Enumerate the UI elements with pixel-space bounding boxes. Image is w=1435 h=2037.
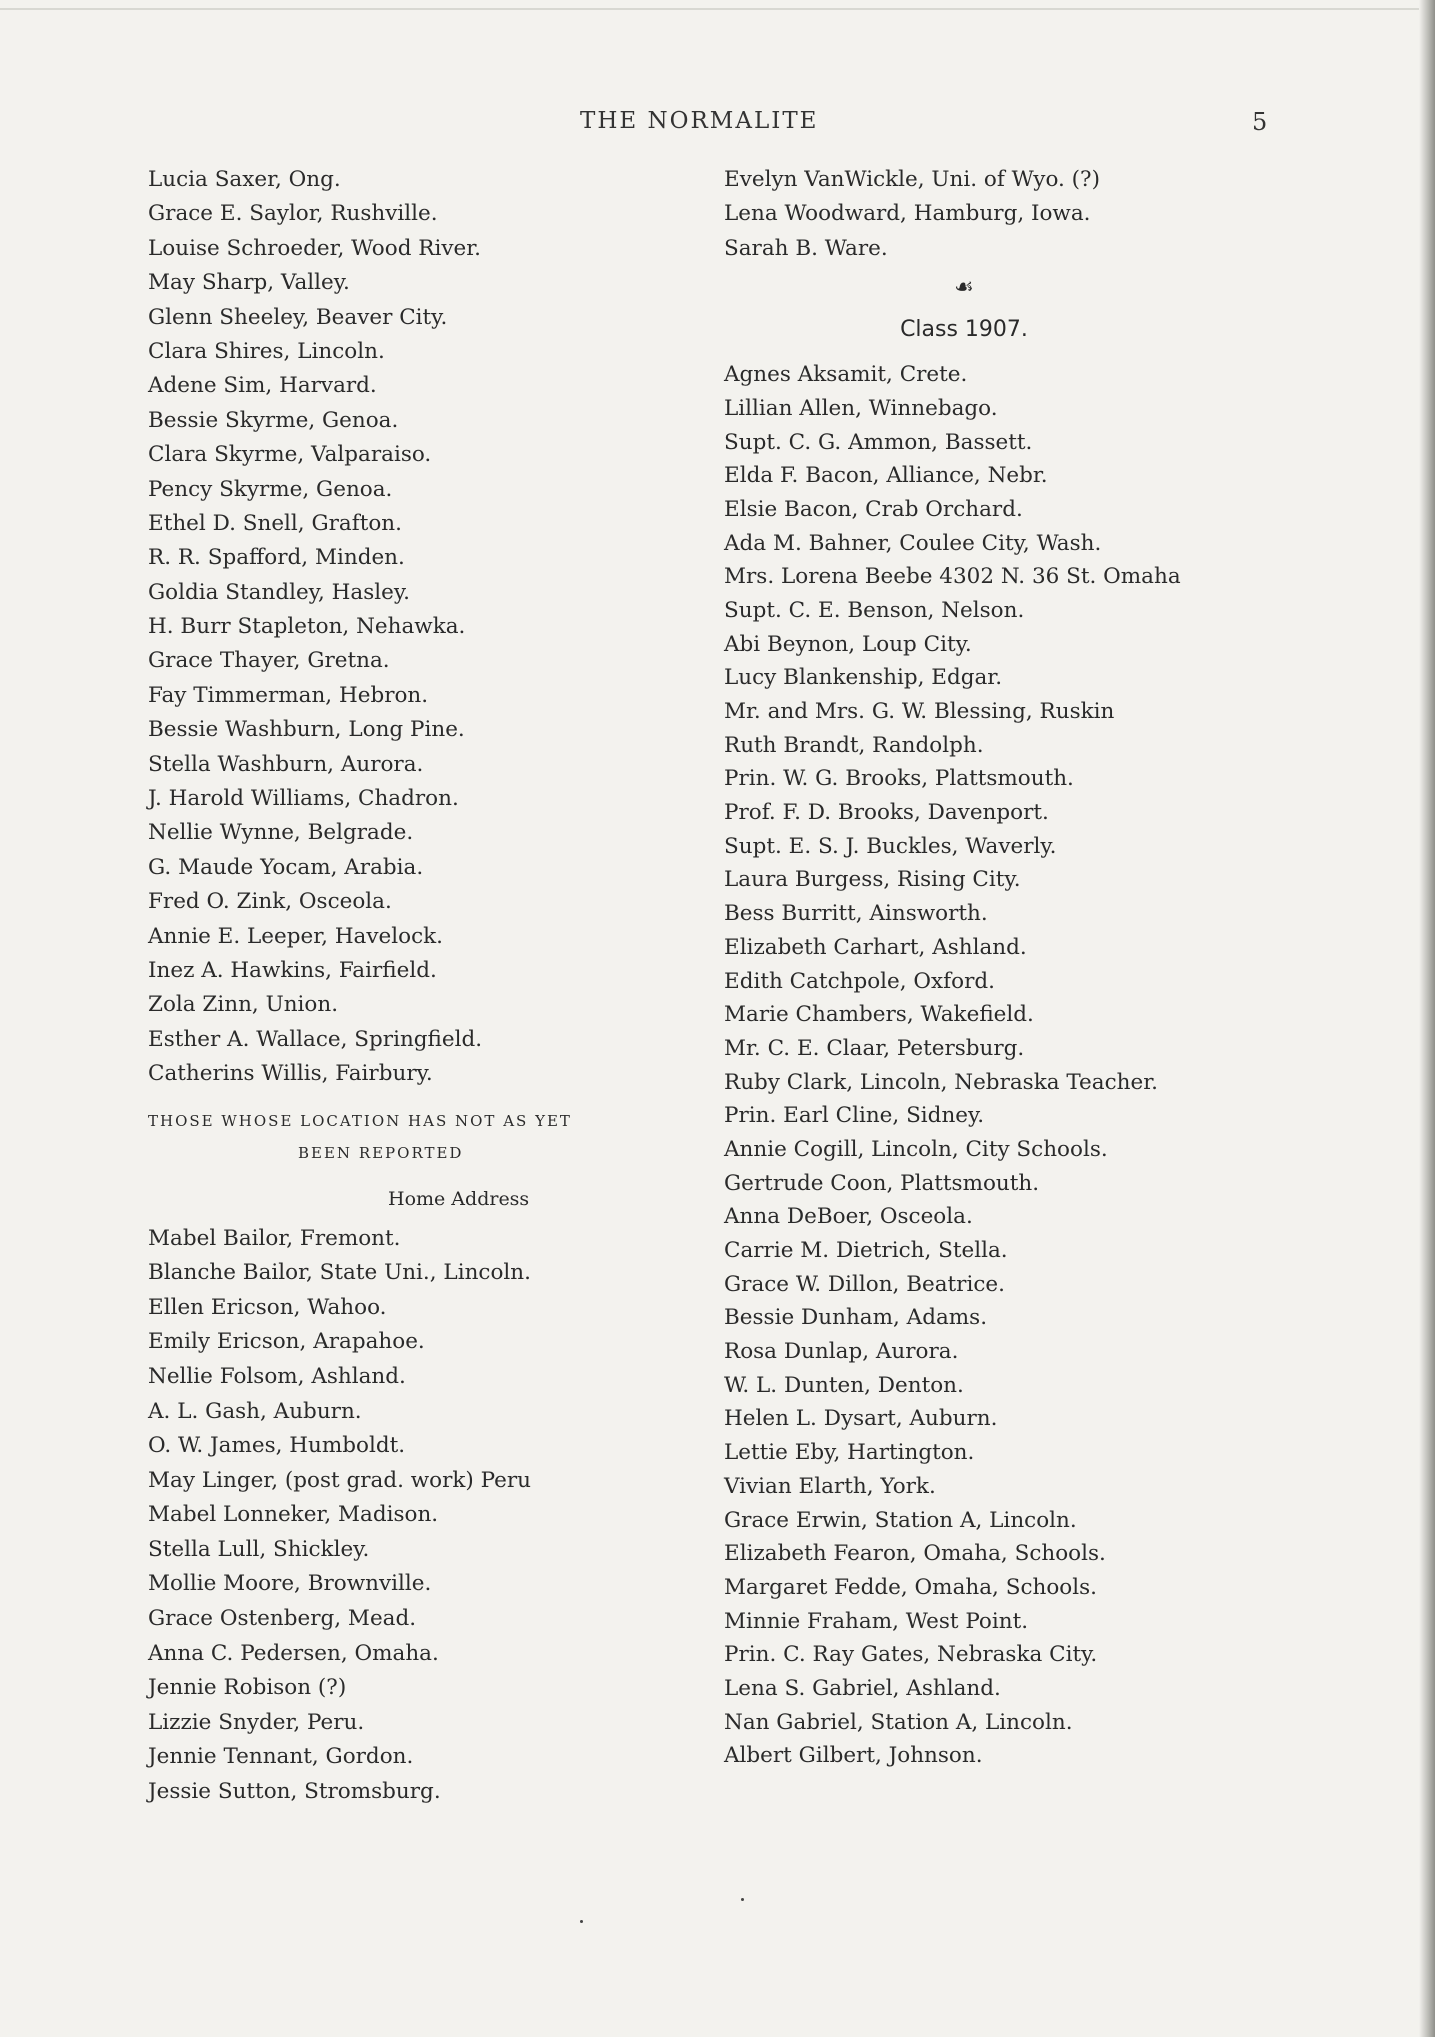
list-item: Evelyn VanWickle, Uni. of Wyo. (?) [724, 167, 1100, 192]
list-item: Ellen Ericson, Wahoo. [148, 1294, 387, 1320]
list-item: Mabel Lonneker, Madison. [148, 1502, 439, 1528]
list-item: Blanche Bailor, State Uni., Lincoln. [148, 1260, 531, 1286]
list-item: Mr. and Mrs. G. W. Blessing, Ruskin [724, 699, 1115, 725]
list-item: Jennie Robison (?) [148, 1675, 347, 1701]
list-item: O. W. James, Humboldt. [148, 1433, 406, 1459]
list-item: Agnes Aksamit, Crete. [724, 362, 968, 388]
list-item: Ruby Clark, Lincoln, Nebraska Teacher. [724, 1069, 1158, 1095]
class-heading: Class 1907. [900, 317, 1028, 343]
list-item: Lillian Allen, Winnebago. [724, 395, 998, 421]
list-item: Zola Zinn, Union. [148, 992, 339, 1018]
list-item: Bessie Washburn, Long Pine. [148, 717, 465, 743]
list-item: Ethel D. Snell, Grafton. [148, 510, 402, 536]
list-item: Elizabeth Carhart, Ashland. [724, 934, 1027, 960]
list-item: Grace Thayer, Gretna. [148, 648, 390, 674]
list-item: Jessie Sutton, Stromsburg. [148, 1779, 441, 1805]
ornament-icon: ☙ [954, 275, 974, 301]
list-item: Supt. C. G. Ammon, Bassett. [724, 429, 1033, 455]
list-item: W. L. Dunten, Denton. [724, 1372, 964, 1398]
left-column [148, 163, 708, 1810]
stray-mark [741, 1898, 744, 1901]
list-item: Bess Burritt, Ainsworth. [724, 901, 988, 927]
page-top-edge [0, 8, 1420, 10]
list-item: Supt. C. E. Benson, Nelson. [724, 597, 1025, 623]
list-item: Adene Sim, Harvard. [148, 373, 377, 399]
stray-mark [580, 1920, 583, 1923]
list-item: Nellie Folsom, Ashland. [148, 1363, 406, 1389]
list-item: Edith Catchpole, Oxford. [724, 968, 995, 994]
list-item: Marie Chambers, Wakefield. [724, 1002, 1034, 1028]
list-item: Fay Timmerman, Hebron. [148, 682, 429, 708]
list-item: Mollie Moore, Brownville. [148, 1571, 432, 1597]
list-item: Nan Gabriel, Station A, Lincoln. [724, 1709, 1073, 1735]
class-1907-list [724, 358, 1384, 1773]
list-item: Fred O. Zink, Osceola. [148, 889, 392, 915]
list-item: Albert Gilbert, Johnson. [724, 1743, 983, 1769]
list-item: Vivian Elarth, York. [724, 1473, 936, 1499]
list-item: Prof. F. D. Brooks, Davenport. [724, 800, 1049, 826]
list-item: Lena Woodward, Hamburg, Iowa. [724, 201, 1091, 227]
list-item: Lucy Blankenship, Edgar. [724, 665, 1003, 691]
list-item: Grace W. Dillon, Beatrice. [724, 1271, 1005, 1297]
list-item: Clara Skyrme, Valparaiso. [148, 442, 432, 468]
list-item: Lena S. Gabriel, Ashland. [724, 1675, 1001, 1701]
list-item: Catherins Willis, Fairbury. [148, 1061, 433, 1087]
list-item: Abi Beynon, Loup City. [724, 631, 972, 657]
page-number: 5 [1252, 108, 1268, 136]
list-item: Bessie Dunham, Adams. [724, 1305, 988, 1331]
list-item: Elizabeth Fearon, Omaha, Schools. [724, 1541, 1106, 1567]
list-item: Lucia Saxer, Ong. [148, 167, 341, 192]
list-item: G. Maude Yocam, Arabia. [148, 854, 424, 880]
list-item: Laura Burgess, Rising City. [724, 867, 1021, 893]
list-item: Emily Ericson, Arapahoe. [148, 1329, 425, 1355]
list-item: Stella Lull, Shickley. [148, 1536, 370, 1562]
list-item: Elda F. Bacon, Alliance, Nebr. [724, 463, 1048, 489]
page-right-edge [1419, 0, 1435, 2037]
list-item: Lizzie Snyder, Peru. [148, 1709, 365, 1735]
list-item: Carrie M. Dietrich, Stella. [724, 1238, 1008, 1264]
list-item: Glenn Sheeley, Beaver City. [148, 304, 448, 330]
section-heading-line: THOSE WHOSE LOCATION HAS NOT AS YET [148, 1111, 572, 1130]
list-item: Grace E. Saylor, Rushville. [148, 201, 438, 227]
list-item: Mr. C. E. Claar, Petersburg. [724, 1035, 1025, 1061]
list-item: Jennie Tennant, Gordon. [148, 1744, 414, 1770]
list-item: Prin. C. Ray Gates, Nebraska City. [724, 1642, 1098, 1668]
list-item: Goldia Standley, Hasley. [148, 579, 410, 605]
list-item: Nellie Wynne, Belgrade. [148, 820, 414, 846]
list-item: Ruth Brandt, Randolph. [724, 732, 984, 758]
list-item: Mrs. Lorena Beebe 4302 N. 36 St. Omaha [724, 564, 1181, 590]
list-item: Bessie Skyrme, Genoa. [148, 407, 399, 433]
list-item: Gertrude Coon, Plattsmouth. [724, 1170, 1040, 1196]
page-header [0, 108, 1435, 148]
list-item: Inez A. Hawkins, Fairfield. [148, 957, 437, 983]
list-item: May Linger, (post grad. work) Peru [148, 1467, 532, 1493]
list-item: Helen L. Dysart, Auburn. [724, 1406, 998, 1432]
list-item: H. Burr Stapleton, Nehawka. [148, 614, 466, 640]
list-item: Grace Erwin, Station A, Lincoln. [724, 1507, 1077, 1533]
list-item: Prin. W. G. Brooks, Plattsmouth. [724, 766, 1074, 792]
list-item: Louise Schroeder, Wood River. [148, 235, 481, 261]
list-item: Rosa Dunlap, Aurora. [724, 1339, 959, 1365]
list-item: Grace Ostenberg, Mead. [148, 1606, 417, 1632]
list-item: Esther A. Wallace, Springfield. [148, 1026, 483, 1052]
list-item: Annie E. Leeper, Havelock. [148, 923, 443, 949]
list-item: Clara Shires, Lincoln. [148, 338, 385, 364]
continued-list [724, 163, 1384, 266]
section-heading-line: BEEN REPORTED [298, 1143, 464, 1162]
list-item: Mabel Bailor, Fremont. [148, 1225, 401, 1251]
list-item: Lettie Eby, Hartington. [724, 1440, 975, 1466]
list-item: R. R. Spafford, Minden. [148, 545, 405, 571]
running-title: THE NORMALITE [580, 108, 819, 134]
list-item: Anna C. Pedersen, Omaha. [148, 1640, 439, 1666]
list-item: Ada M. Bahner, Coulee City, Wash. [724, 530, 1102, 556]
list-item: Prin. Earl Cline, Sidney. [724, 1103, 985, 1129]
list-item: A. L. Gash, Auburn. [148, 1398, 362, 1424]
list-item: Sarah B. Ware. [724, 235, 888, 261]
list-item: Minnie Fraham, West Point. [724, 1608, 1029, 1634]
list-item: Anna DeBoer, Osceola. [724, 1204, 973, 1230]
home-address-label: Home Address [388, 1187, 530, 1210]
list-item: Margaret Fedde, Omaha, Schools. [724, 1574, 1097, 1600]
graduate-list [148, 163, 708, 1092]
list-item: Annie Cogill, Lincoln, City Schools. [724, 1136, 1108, 1162]
unreported-list [148, 1222, 708, 1810]
right-column [724, 163, 1384, 1773]
list-item: Stella Washburn, Aurora. [148, 751, 424, 777]
list-item: J. Harold Williams, Chadron. [148, 786, 459, 812]
list-item: Pency Skyrme, Genoa. [148, 476, 393, 502]
list-item: May Sharp, Valley. [148, 270, 350, 296]
section-heading-unreported [148, 1110, 708, 1164]
list-item: Elsie Bacon, Crab Orchard. [724, 496, 1023, 522]
list-item: Supt. E. S. J. Buckles, Waverly. [724, 833, 1057, 859]
